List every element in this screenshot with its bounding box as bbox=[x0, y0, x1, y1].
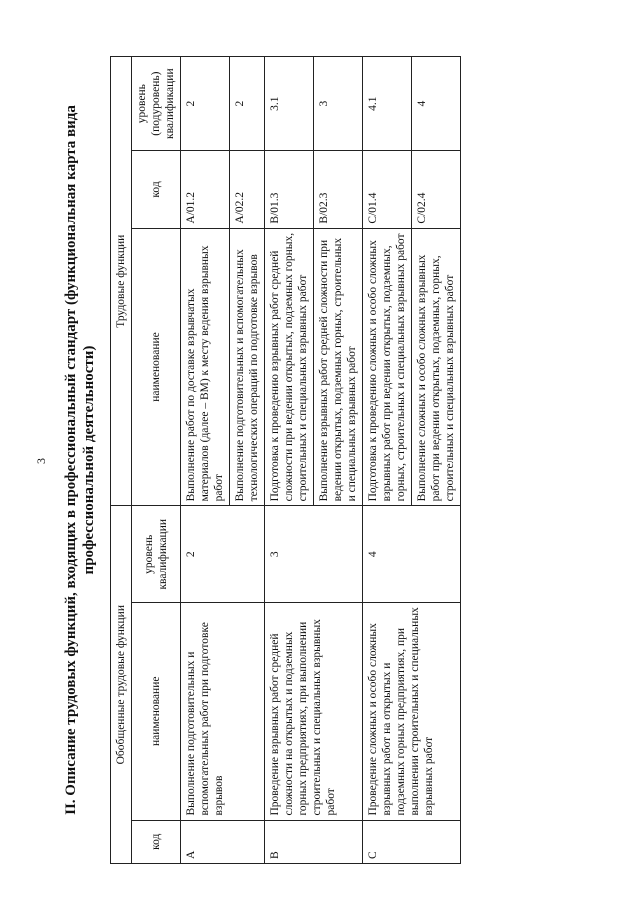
function-name: Выполнение сложных и особо сложных взрывных работ при ведении открытых, подземных, горных, строительных и специальных взрывных работ bbox=[412, 228, 461, 506]
header-level: уровень квалификации bbox=[132, 506, 181, 603]
table-row bbox=[265, 57, 314, 864]
function-name: Выполнение взрывных работ средней сложности при ведении открытых, подземных горных, строительных и специальных взрывных работ bbox=[314, 228, 363, 506]
function-name: Подготовка к проведению взрывных работ средней сложности при ведении открытых, подземных горных, строительных и специальных взрывных работ bbox=[265, 228, 314, 506]
function-name: Выполнение работ по доставке взрывчатых материалов (далее – ВМ) к месту ведения взрывных работ bbox=[181, 228, 230, 506]
function-code: A/02.2 bbox=[230, 151, 265, 228]
function-level: 4.1 bbox=[363, 57, 412, 151]
header-function-name: наименование bbox=[132, 228, 181, 506]
table-subheader-row bbox=[132, 57, 181, 864]
function-level: 2 bbox=[230, 57, 265, 151]
header-generalized-functions: Обобщенные трудовые функции bbox=[111, 506, 132, 864]
group-code: B bbox=[265, 820, 363, 863]
header-code: код bbox=[132, 820, 181, 863]
table-row bbox=[363, 57, 412, 864]
header-function-code: код bbox=[132, 151, 181, 228]
table-header-row bbox=[111, 57, 132, 864]
group-code: C bbox=[363, 820, 461, 863]
header-function-level: уровень (подуровень) квалификации bbox=[132, 57, 181, 151]
function-level: 3 bbox=[314, 57, 363, 151]
group-level: 3 bbox=[265, 506, 363, 603]
function-code: B/02.3 bbox=[314, 151, 363, 228]
group-name: Выполнение подготовительных и вспомогательных работ при подготовке взрывов bbox=[181, 603, 265, 820]
group-code: A bbox=[181, 820, 265, 863]
rotated-content bbox=[62, 50, 602, 870]
function-level: 3.1 bbox=[265, 57, 314, 151]
function-name: Выполнение подготовительных и вспомогательных технологических операций по подготовке взрывов bbox=[230, 228, 265, 506]
function-code: C/01.4 bbox=[363, 151, 412, 228]
function-name: Подготовка к проведению сложных и особо сложных взрывных работ при ведении открытых, подземных, горных, строительных и специальных взрывных работ bbox=[363, 228, 412, 506]
group-name: Проведение сложных и особо сложных взрывных работ на открытых и подземных горных предприятиях, при выполнении строительных и специальных взрывных работ bbox=[363, 603, 461, 820]
function-code: C/02.4 bbox=[412, 151, 461, 228]
group-level: 2 bbox=[181, 506, 265, 603]
group-name: Проведение взрывных работ средней сложности на открытых и подземных горных предприятиях, при выполнении строительных и специальных взрывных работ bbox=[265, 603, 363, 820]
functional-map-table bbox=[110, 56, 461, 864]
function-code: B/01.3 bbox=[265, 151, 314, 228]
table-row bbox=[181, 57, 230, 864]
section-heading: II. Описание трудовых функций, входящих в профессиональный стандарт (функциональная карта вида профессиональной деятельности) bbox=[63, 105, 97, 815]
function-level: 2 bbox=[181, 57, 230, 151]
header-labor-functions: Трудовые функции bbox=[111, 57, 132, 506]
function-level: 4 bbox=[412, 57, 461, 151]
function-code: A/01.2 bbox=[181, 151, 230, 228]
header-name: наименование bbox=[132, 603, 181, 820]
page-number: 3 bbox=[34, 458, 48, 464]
group-level: 4 bbox=[363, 506, 461, 603]
